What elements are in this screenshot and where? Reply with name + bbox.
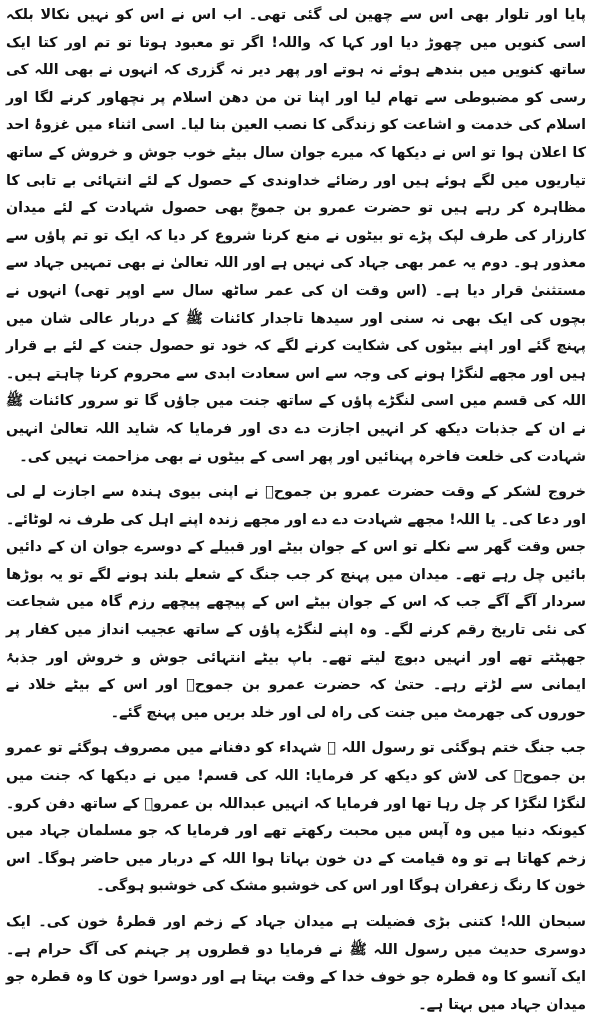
paragraph-ohud-story: پایا اور تلوار بھی اس سے چھین لی گئی تھی۔ اب اس نے اس کو نہیں نکالا بلکہ اسی کنویں میں چھوڑ دیا اور کہا کہ واللہ! اگر تو معبود ہوتا تو تم اور کتا ایک ساتھ کنویں میں بندھے ہوئے نہ ہوتے اور پھر دیر نہ گزری کہ انہوں نے بھی اللہ کی رسی کو مضبوطی سے تھام لیا اور اپنا تن من دھن اسلام پر نچھاور کرنے لگا اور اسلام کی خدمت و اشاعت کو زندگی کا نصب العین بنا لیا۔ اسی اثناء میں غزوۂ احد کا اعلان ہوا تو اس نے دیکھا کہ میرے جوان سال بیٹے خوب جوش و خروش کے ساتھ تیاریوں میں لگے ہوئے ہیں اور رضائے خداوندی کے حصول کے لئے انتہائی بے تابی کا مظاہرہ کر رہے ہیں تو حضرت عمرو بن جموحؓ بھی حصول شہادت کے لئے میدان کارزار کی طرف لپک پڑے تو بیٹوں نے منع کرنا شروع کر دیا کہ ایک تو تم پاؤں سے معذور ہو۔ دوم یہ عمر بھی جہاد کی نہیں ہے اور اللہ تعالیٰ نے بھی تمہیں جہاد سے مستثنیٰ قرار دیا ہے۔ (اس وقت ان کی عمر ساٹھ سال سے اوپر تھی) انہوں نے بچوں کی ایک بھی نہ سنی اور سیدھا تاجدار کائنات ﷺ کے دربار عالی شان میں پہنچ گئے اور اپنے بیٹوں کی شکایت کرنے لگے کہ خود تو حصول جنت کے لئے بے قرار ہیں اور مجھے لنگڑا ہونے کی وجہ سے اس سعادت ابدی سے محروم کرنا چاہتے ہیں۔ اللہ کی قسم میں اسی لنگڑے پاؤں کے ساتھ جنت میں جاؤں گا تو سرور کائنات ﷺ نے ان کے جذبات دیکھ کر انہیں اجازت دے دی اور فرمایا کہ شاید اللہ تعالیٰ انہیں شہادت کی خلعت فاخرہ پہنائیں اور پھر اسی کے بیٹوں نے بھی مزاحمت نہیں کی۔ bbox=[6, 7, 586, 465]
paragraph-army-departure: خروج لشکر کے وقت حضرت عمرو بن جموحؓ نے اپنی بیوی ہندہ سے اجازت لے لی اور دعا کی۔ یا اللہ! مجھے شہادت دے دے اور مجھے زندہ اپنے اہل کی طرف نہ لوٹائے۔ جس وقت گھر سے نکلے تو اس کے جوان بیٹے اور قبیلے کے دوسرے جوان ان کے دائیں بائیں چل رہے تھے۔ میدان میں پہنچ کر جب جنگ کے شعلے بلند ہونے لگے تو یہ بوڑھا سردار آگے آگے جب کہ اس کے جوان بیٹے اس کے پیچھے پیچھے رزم گاہ میں شجاعت کی نئی تاریخ رقم کرنے لگے۔ وہ اپنے لنگڑے پاؤں کے ساتھ عجیب انداز میں کفار پر جھپٹتے تھے اور انہیں دبوچ لیتے تھے۔ باپ بیٹے انتہائی جوش و خروش اور جذبۂ ایمانی سے لڑتے رہے۔ حتیٰ کہ حضرت عمرو بن جموحؓ اور اس کے بیٹے خلاد نے حوروں کی جھرمٹ میں جنت کی راہ لی اور خلد بریں میں پہنچ گئے۔ bbox=[6, 484, 586, 721]
paragraph-after-battle: جب جنگ ختم ہوگئی تو رسول اللہ ﷺ شہداء کو دفنانے میں مصروف ہوگئے تو عمرو بن جموحؓ کی لاش کو دیکھ کر فرمایا: اللہ کی قسم! میں نے دیکھا کہ جنت میں لنگڑا لنگڑا کر چل رہا تھا اور فرمایا کہ انہیں عبداللہ بن عمروؓ کے ساتھ دفن کرو۔ کیونکہ دنیا میں وہ آپس میں محبت رکھتے تھے اور فرمایا کہ جو مسلمان جہاد میں زخم کھاتا ہے تو وہ قیامت کے دن خون بہاتا ہوا اللہ کے دربار میں حاضر ہوگا۔ اس خون کا رنگ زعفران ہوگا اور اس کی خوشبو مشک کی خوشبو ہوگی۔ bbox=[6, 740, 586, 895]
paragraph-virtue-of-jihad: سبحان اللہ! کتنی بڑی فضیلت ہے میدان جہاد کے زخم اور قطرۂ خون کی۔ ایک دوسری حدیث میں رسول اللہ ﷺ نے فرمایا دو قطروں پر جہنم کی آگ حرام ہے۔ ایک آنسو کا وہ قطرہ جو خوف خدا کے وقت بہتا ہے اور دوسرا خون کا وہ قطرہ جو میدان جہاد میں بہتا ہے۔ bbox=[6, 914, 586, 1013]
